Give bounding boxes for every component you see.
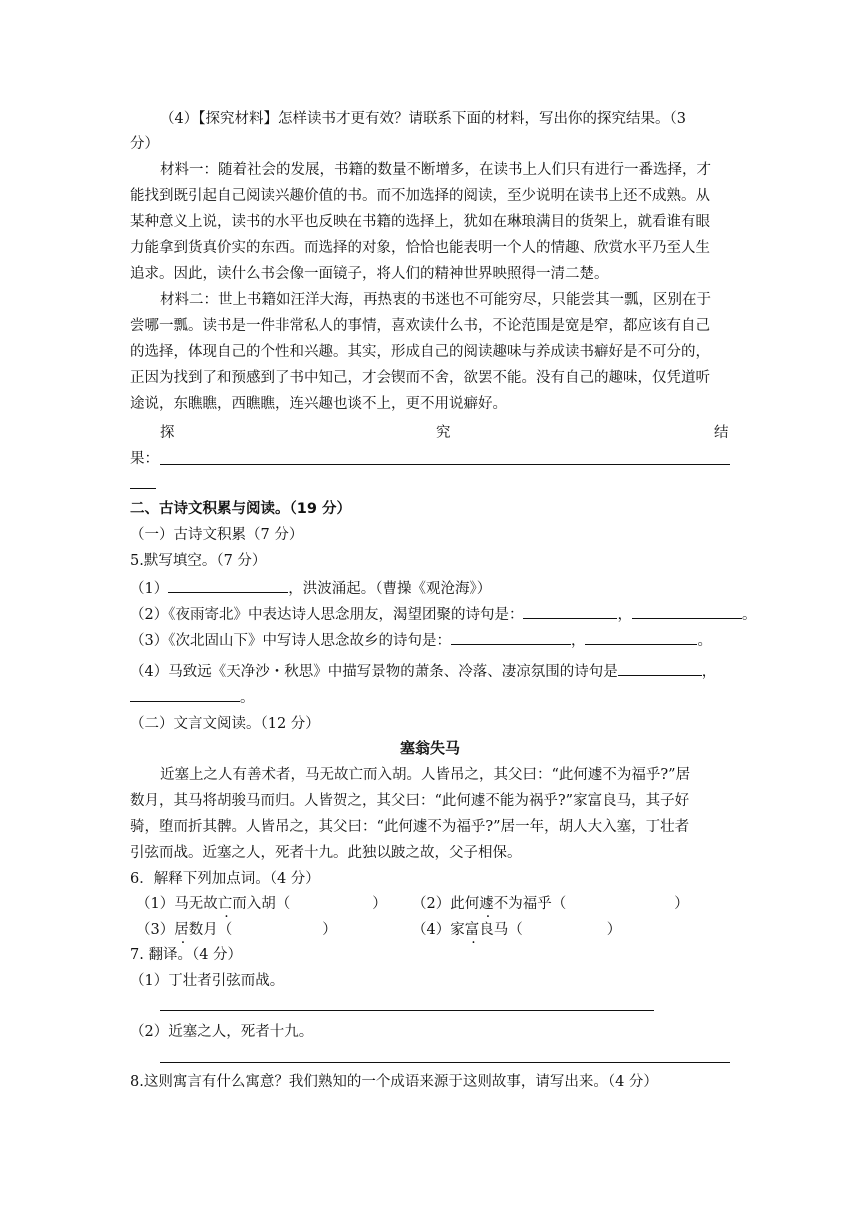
question-7: 7. 翻译。（4 分）	[130, 947, 243, 963]
result-label: 果：	[130, 451, 159, 467]
fill-blank[interactable]	[168, 576, 288, 593]
result-char: 究	[436, 425, 451, 441]
material-1-line: 追求。因此，读什么书会像一面镜子，将人们的精神世界映照得一清二楚。	[130, 266, 609, 282]
fill-blank[interactable]	[451, 628, 571, 645]
question-5: 5.默写填空。（7 分）	[130, 553, 267, 569]
material-2-line: 的选择，体现自己的个性和兴趣。其实，形成自己的阅读趣味与养成读书癖好是不可分的，	[130, 344, 710, 360]
material-1-line: 材料一：随着社会的发展，书籍的数量不断增多，在读书上人们只有进行一番选择，才	[160, 162, 711, 178]
q7-item-2: （2）近塞之人，死者十九。	[130, 1024, 314, 1040]
material-2-line: 正因为找到了和预感到了书中知己，才会锲而不舍，欲罢不能。没有自己的趣味，仅凭道听	[130, 370, 710, 386]
fill-blank[interactable]	[585, 628, 697, 645]
question-8: 8.这则寓言有什么寓意？我们熟知的一个成语来源于这则故事，请写出来。（4 分）	[130, 1074, 658, 1090]
q6-item-2: （2）此何遽不为福乎（ ）	[412, 896, 689, 912]
q6-item-3: （3）居数月（ ）	[136, 922, 337, 938]
dotted-word: 亡	[217, 896, 233, 912]
q4-heading-cont: 分）	[130, 136, 159, 152]
story-line: 近塞上之人有善术者，马无故亡而入胡。人皆吊之，其父曰：“此何遽不为福乎?”居	[160, 767, 691, 783]
story-line: 数月，其马将胡骏马而归。人皆贺之，其父曰：“此何遽不能为祸乎?”家富良马，其子好	[130, 793, 690, 809]
section-title: 二、古诗文积累与阅读。（19 分）	[130, 501, 351, 517]
answer-line[interactable]	[160, 464, 730, 465]
subsection-title: （二）文言文阅读。（12 分）	[130, 716, 320, 732]
material-1-line: 某种意义上说，读书的水平也反映在书籍的选择上，犹如在琳琅满目的货架上，就看谁有眼	[130, 214, 710, 230]
material-2-line: 尝哪一瓢。读书是一件非常私人的事情，喜欢读什么书，不论范围是宽是窄，都应该有自己	[130, 318, 710, 334]
q5-item-1: （1） ，洪波涌起。（曹操《观沧海》）	[130, 576, 491, 600]
story-title: 塞翁失马	[399, 739, 460, 757]
material-1-line: 力能拿到货真价实的东西。而选择的对象，恰恰也能表明一个人的情趣、欣赏水平乃至人生	[130, 240, 710, 256]
story-line: 引弦而战。近塞之人，死者十九。此独以跛之故，父子相保。	[130, 845, 522, 861]
answer-line[interactable]	[130, 488, 156, 489]
q5-item-2: （2）《夜雨寄北》中表达诗人思念朋友，渴望团聚的诗句是： ， 。	[130, 602, 756, 626]
q5-item-4-cont: 。	[130, 685, 255, 709]
material-2-line: 材料二：世上书籍如汪洋大海，再热衷的书迷也不可能穷尽，只能尝其一瓢，区别在于	[160, 292, 711, 308]
story-line: 骑，堕而折其髀。人皆吊之，其父曰：“此何遽不为福乎?”居一年，胡人大入塞，丁壮者	[130, 819, 690, 835]
fill-blank[interactable]	[632, 602, 742, 619]
material-1-line: 能找到既引起自己阅读兴趣价值的书。而不加选择的阅读，至少说明在读书上还不成熟。从	[130, 188, 710, 204]
material-2-line: 途说，东瞧瞧，西瞧瞧，连兴趣也谈不上，更不用说癖好。	[130, 396, 507, 412]
fill-blank[interactable]	[618, 659, 702, 676]
question-6: 6．解释下列加点词。（4 分）	[130, 871, 320, 887]
answer-line[interactable]	[160, 1062, 730, 1063]
q4-heading: （4）【探究材料】怎样读书才更有效？请联系下面的材料，写出你的探究结果。（3	[160, 111, 686, 127]
dotted-word: 居	[174, 922, 189, 938]
q7-item-1: （1）丁壮者引弦而战。	[130, 973, 285, 989]
fill-blank[interactable]	[523, 602, 617, 619]
dotted-word: 遽	[479, 896, 494, 912]
q6-item-4: （4）家富良马（ ）	[412, 922, 622, 938]
subsection-title: （一）古诗文积累（7 分）	[130, 527, 304, 543]
result-char: 结	[714, 425, 729, 441]
answer-line[interactable]	[160, 1010, 654, 1011]
q5-item-4: （4）马致远《天净沙・秋思》中描写景物的萧条、冷落、凄凉氛围的诗句是 ，	[130, 659, 716, 683]
result-char: 探	[160, 425, 175, 441]
q5-item-3: （3）《次北固山下》中写诗人思念故乡的诗句是： ， 。	[130, 628, 712, 652]
fill-blank[interactable]	[130, 685, 240, 702]
q6-item-1: （1）马无故亡而入胡（ ）	[136, 896, 387, 912]
dotted-word: 富	[464, 922, 480, 938]
